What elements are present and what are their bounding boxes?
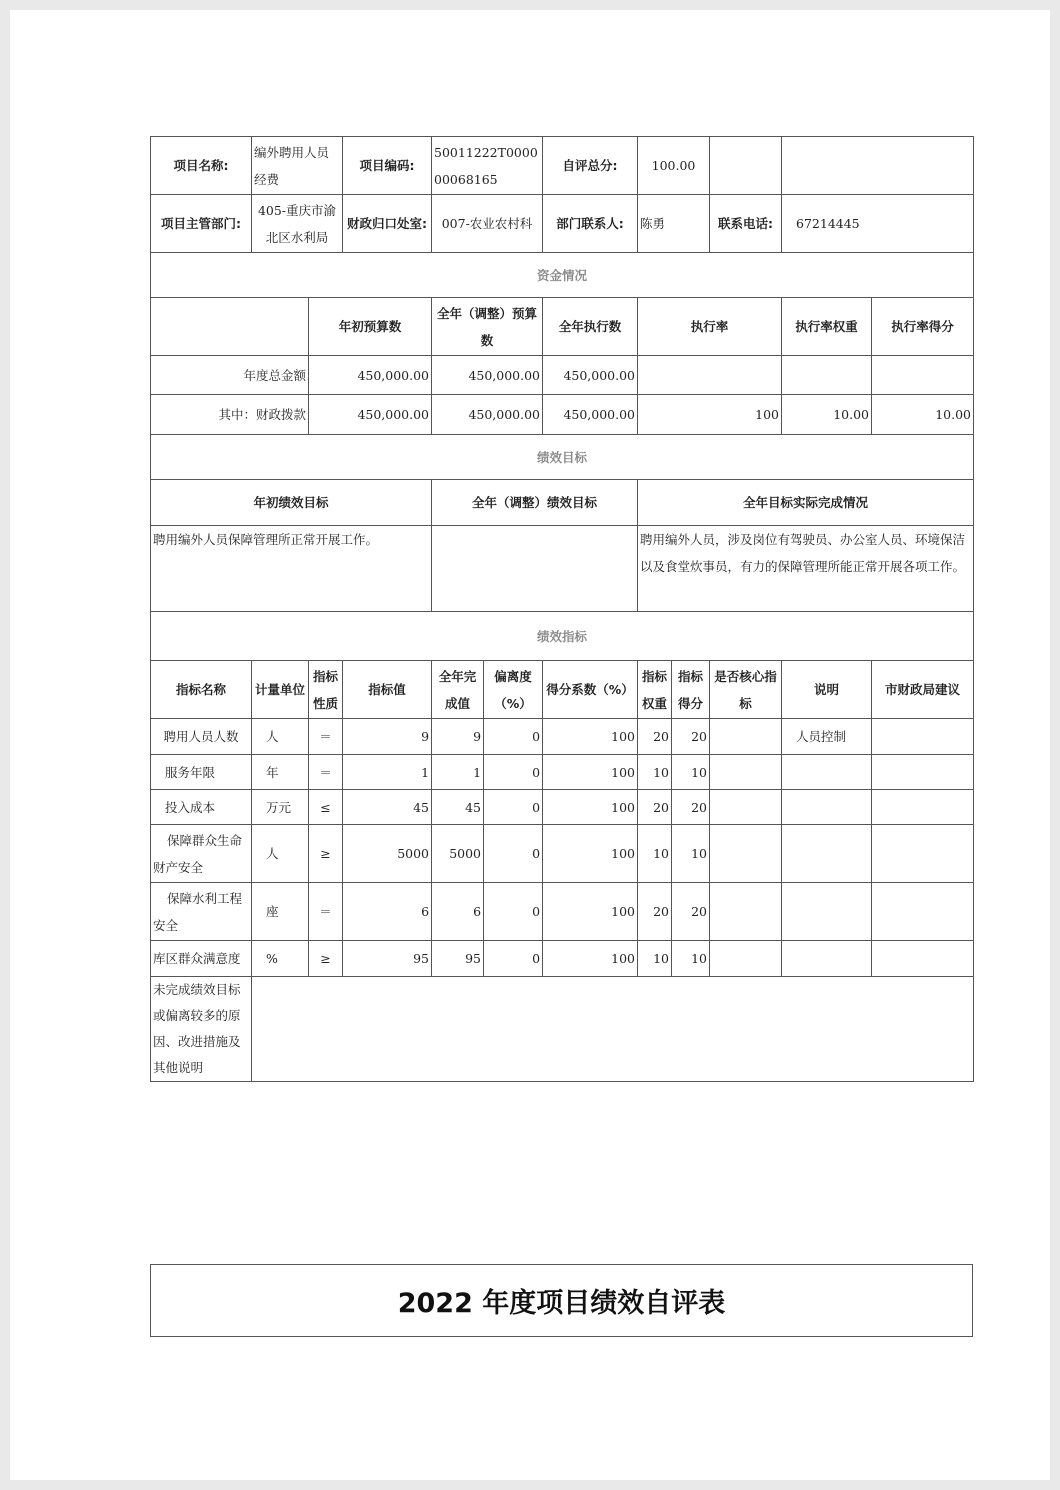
document-title: 2022 年度项目绩效自评表 [150,1264,973,1337]
indicator-deviation: 0 [484,941,543,977]
indicator-deviation: 0 [484,755,543,790]
funds-value: 450,000.00 [309,395,432,435]
remarks-row [151,977,974,1082]
goal-actual: 聘用编外人员，涉及岗位有驾驶员、办公室人员、环境保洁以及食堂炊事员，有力的保障管理所能正常开展各项工作。 [638,526,974,612]
indicator-score: 20 [672,719,710,755]
phone-label: 联系电话: [710,195,782,253]
indicator-advice [872,825,974,883]
indicator-header: 指标名称 [151,661,252,719]
indicator-unit: 万元 [252,790,309,825]
empty-cell [710,137,782,195]
indicator-actual: 45 [432,790,484,825]
indicator-note [782,825,872,883]
funds-value [872,356,974,395]
funds-value: 450,000.00 [432,395,543,435]
indicator-header: 指标权重 [638,661,672,719]
project-code-value: 50011222T000000068165 [432,137,543,195]
indicator-score: 10 [672,755,710,790]
indicator-coef: 100 [543,883,638,941]
indicator-weight: 20 [638,790,672,825]
indicator-nature: ≥ [309,825,343,883]
funds-value: 100 [638,395,782,435]
indicator-target: 5000 [343,825,432,883]
indicator-deviation: 0 [484,790,543,825]
indicator-nature: ＝ [309,755,343,790]
score-label: 自评总分: [543,137,638,195]
indicator-name: 服务年限 [151,755,252,790]
dept-value: 405-重庆市渝北区水利局 [252,195,343,253]
indicator-header: 得分系数（%） [543,661,638,719]
indicator-score: 20 [672,790,710,825]
goals-content-row [151,526,974,612]
funds-value: 450,000.00 [543,395,638,435]
indicator-header: 偏离度（%） [484,661,543,719]
indicator-name: 保障群众生命财产安全 [151,825,252,883]
indicator-row [151,941,974,977]
indicator-header: 全年完成值 [432,661,484,719]
funds-row [151,356,974,395]
indicator-weight: 20 [638,719,672,755]
indicator-target: 95 [343,941,432,977]
indicator-actual: 6 [432,883,484,941]
indicator-unit: 人 [252,825,309,883]
indicator-actual: 5000 [432,825,484,883]
project-name-label: 项目名称: [151,137,252,195]
dept-label: 项目主管部门: [151,195,252,253]
goal-initial: 聘用编外人员保障管理所正常开展工作。 [151,526,432,612]
indicator-coef: 100 [543,825,638,883]
indicator-row [151,883,974,941]
indicator-note [782,883,872,941]
indicator-name: 保障水利工程安全 [151,883,252,941]
indicator-core [710,719,782,755]
indicators-section-row [151,612,974,661]
indicator-nature: ＝ [309,719,343,755]
indicator-weight: 10 [638,755,672,790]
indicator-deviation: 0 [484,883,543,941]
remarks-label: 未完成绩效目标或偏离较多的原因、改进措施及其他说明 [151,977,252,1082]
indicator-name: 库区群众满意度 [151,941,252,977]
indicator-advice [872,941,974,977]
empty-cell [151,298,309,356]
remarks-value [252,977,974,1082]
finance-value: 007-农业农村科 [432,195,543,253]
indicator-note: 人员控制 [782,719,872,755]
indicator-name: 聘用人员人数 [151,719,252,755]
indicator-coef: 100 [543,719,638,755]
indicator-advice [872,790,974,825]
indicator-header: 是否核心指标 [710,661,782,719]
funds-value [782,356,872,395]
indicator-core [710,941,782,977]
funds-header: 执行率得分 [872,298,974,356]
indicator-header: 指标值 [343,661,432,719]
funds-value: 10.00 [872,395,974,435]
finance-label: 财政归口处室: [343,195,432,253]
goals-section-title: 绩效目标 [151,435,974,480]
indicator-target: 1 [343,755,432,790]
indicator-core [710,825,782,883]
funds-value: 450,000.00 [432,356,543,395]
contact-label: 部门联系人: [543,195,638,253]
indicator-core [710,883,782,941]
project-name-value: 编外聘用人员经费 [252,137,343,195]
indicator-nature: ＝ [309,883,343,941]
funds-header: 年初预算数 [309,298,432,356]
indicator-unit: 座 [252,883,309,941]
funds-value: 10.00 [782,395,872,435]
funds-value: 450,000.00 [309,356,432,395]
goals-header: 全年（调整）绩效目标 [432,480,638,526]
goals-header: 年初绩效目标 [151,480,432,526]
funds-section-title: 资金情况 [151,253,974,298]
funds-header-row [151,298,974,356]
indicator-advice [872,883,974,941]
indicator-header: 指标性质 [309,661,343,719]
funds-header: 全年（调整）预算数 [432,298,543,356]
indicator-target: 9 [343,719,432,755]
indicator-row [151,755,974,790]
indicator-row [151,790,974,825]
indicator-coef: 100 [543,790,638,825]
indicator-header: 说明 [782,661,872,719]
indicator-weight: 10 [638,941,672,977]
funds-row-label: 年度总金额 [151,356,309,395]
indicator-note [782,941,872,977]
indicator-header: 计量单位 [252,661,309,719]
indicators-header-row [151,661,974,719]
indicator-name: 投入成本 [151,790,252,825]
phone-value: 67214445 [782,195,974,253]
indicator-target: 45 [343,790,432,825]
indicator-header: 市财政局建议 [872,661,974,719]
indicator-row [151,825,974,883]
indicator-deviation: 0 [484,825,543,883]
goals-header: 全年目标实际完成情况 [638,480,974,526]
goal-adjusted [432,526,638,612]
funds-value: 450,000.00 [543,356,638,395]
project-code-label: 项目编码: [343,137,432,195]
indicator-nature: ≥ [309,941,343,977]
indicator-nature: ≤ [309,790,343,825]
indicator-note [782,790,872,825]
goals-section-row [151,435,974,480]
indicator-unit: % [252,941,309,977]
indicator-core [710,755,782,790]
funds-header: 执行率权重 [782,298,872,356]
indicator-note [782,755,872,790]
funds-section-row [151,253,974,298]
indicator-header: 指标得分 [672,661,710,719]
indicator-score: 20 [672,883,710,941]
indicator-coef: 100 [543,755,638,790]
score-value: 100.00 [638,137,710,195]
indicator-advice [872,719,974,755]
indicator-target: 6 [343,883,432,941]
empty-cell [782,137,974,195]
indicator-score: 10 [672,941,710,977]
funds-row-label: 其中：财政拨款 [151,395,309,435]
contact-value: 陈勇 [638,195,710,253]
indicator-actual: 9 [432,719,484,755]
indicator-unit: 年 [252,755,309,790]
indicator-actual: 1 [432,755,484,790]
header-row-1 [151,137,974,195]
funds-header: 全年执行数 [543,298,638,356]
indicator-coef: 100 [543,941,638,977]
goals-header-row [151,480,974,526]
performance-table [150,136,974,1082]
indicators-section-title: 绩效指标 [151,612,974,661]
indicator-weight: 10 [638,825,672,883]
indicator-row [151,719,974,755]
indicator-core [710,790,782,825]
indicator-advice [872,755,974,790]
indicator-deviation: 0 [484,719,543,755]
funds-value [638,356,782,395]
header-row-2 [151,195,974,253]
indicator-weight: 20 [638,883,672,941]
indicator-unit: 人 [252,719,309,755]
indicator-actual: 95 [432,941,484,977]
funds-header: 执行率 [638,298,782,356]
funds-row [151,395,974,435]
indicator-score: 10 [672,825,710,883]
